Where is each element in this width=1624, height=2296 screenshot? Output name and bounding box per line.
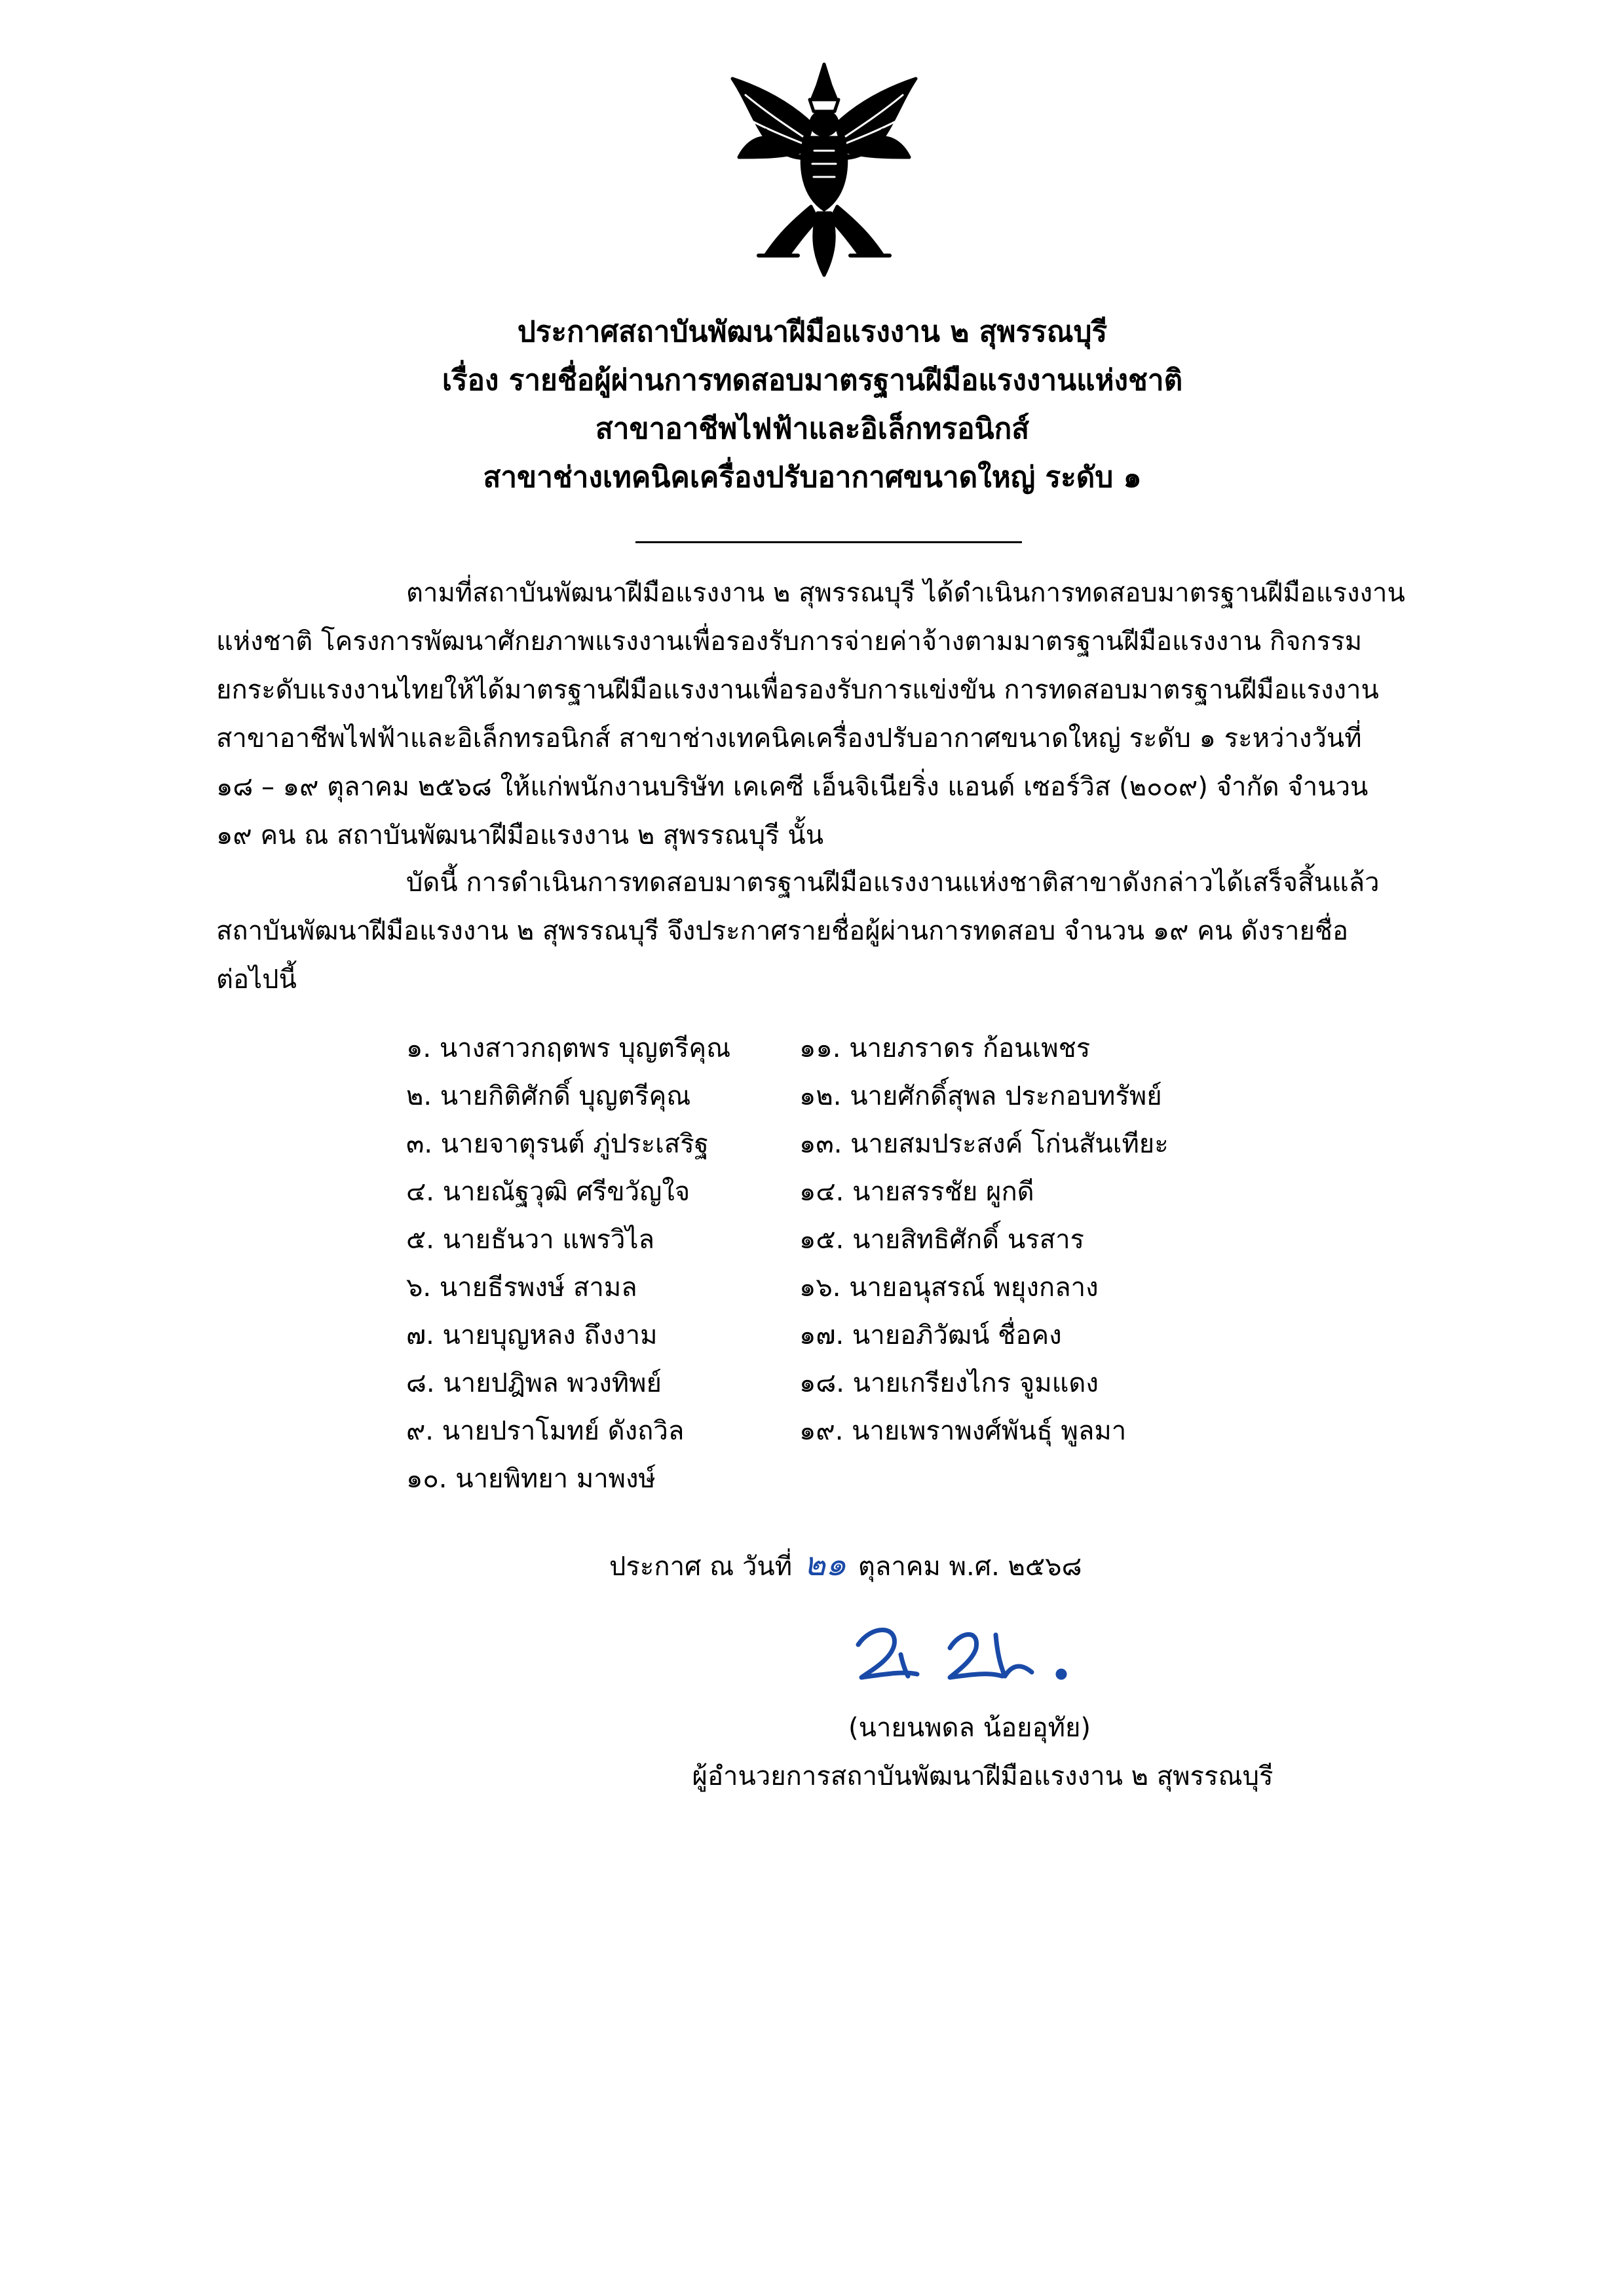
list-item: ๑๓. นายสมประสงค์ โก่นสันเทียะ — [799, 1129, 1169, 1159]
list-item: ๑๖. นายอนุสรณ์ พยุงกลาง — [799, 1272, 1099, 1303]
paragraph-1 — [216, 569, 1461, 860]
paragraph-1-line: สาขาอาชีพไฟฟ้าและอิเล็กทรอนิกส์ สาขาช่างเทคนิคเครื่องปรับอากาศขนาดใหญ่ ระดับ ๑ ระหว่างวันที่ — [216, 723, 1362, 754]
list-item: ๑๐. นายพิทยา มาพงษ์ — [406, 1464, 656, 1494]
list-item: ๙. นายปราโมทย์ ดังถวิล — [406, 1416, 685, 1446]
announcement-title — [223, 308, 1402, 502]
list-item: ๑๒. นายศักดิ์สุพล ประกอบทรัพย์ — [799, 1081, 1162, 1111]
list-item: ๑๔. นายสรรชัย ผูกดี — [799, 1177, 1034, 1207]
title-line-4: สาขาช่างเทคนิคเครื่องปรับอากาศขนาดใหญ่ ระดับ ๑ — [483, 461, 1142, 494]
list-item: ๑๑. นายภราดร ก้อนเพชร — [799, 1033, 1091, 1063]
garuda-emblem-icon — [726, 59, 922, 282]
paragraph-2 — [216, 858, 1461, 1004]
paragraph-2-line: บัดนี้ การดำเนินการทดสอบมาตรฐานฝีมือแรงงานแห่งชาติสาขาดังกล่าวได้เสร็จสิ้นแล้ว — [406, 868, 1380, 898]
list-item: ๑๗. นายอภิวัฒน์ ชื่อคง — [799, 1320, 1062, 1350]
list-item: ๔. นายณัฐวุฒิ ศรีขวัญใจ — [406, 1177, 690, 1207]
paragraph-1-line: ๑๙ คน ณ สถาบันพัฒนาฝีมือแรงงาน ๒ สุพรรณบุรี นั้น — [216, 820, 824, 851]
announcement-date — [609, 1540, 1082, 1591]
name-list-column-1 — [406, 1025, 730, 1503]
list-item: ๘. นายปฎิพล พวงทิพย์ — [406, 1368, 662, 1398]
list-item: ๑๕. นายสิทธิศักดิ์ นรสาร — [799, 1225, 1085, 1255]
list-item: ๑๙. นายเพราพงศ์พันธุ์ พูลมา — [799, 1416, 1127, 1446]
paragraph-2-line: สถาบันพัฒนาฝีมือแรงงาน ๒ สุพรรณบุรี จึงประกาศรายชื่อผู้ผ่านการทดสอบ จำนวน ๑๙ คน ดังรายชื่อ — [216, 916, 1349, 946]
signer-name: (นายนพดล น้อยอุทัย) — [848, 1713, 1091, 1743]
list-item: ๕. นายธันวา แพรวิไล — [406, 1225, 655, 1255]
paragraph-1-line: ยกระดับแรงงานไทยให้ได้มาตรฐานฝีมือแรงงานเพื่อรองรับการแข่งขัน การทดสอบมาตรฐานฝีมือแรงงาน — [216, 675, 1379, 705]
signer-title: ผู้อำนวยการสถาบันพัฒนาฝีมือแรงงาน ๒ สุพรรณบุรี — [692, 1761, 1274, 1791]
list-item: ๒. นายกิติศักดิ์ บุญตรีคุณ — [406, 1081, 691, 1111]
date-prefix: ประกาศ ณ วันที่ — [609, 1552, 793, 1582]
title-line-2: เรื่อง รายชื่อผู้ผ่านการทดสอบมาตรฐานฝีมือแรงงานแห่งชาติ — [442, 364, 1183, 397]
list-item: ๖. นายธีรพงษ์ สามล — [406, 1272, 637, 1303]
paragraph-1-line: แห่งชาติ โครงการพัฒนาศักยภาพแรงงานเพื่อรองรับการจ่ายค่าจ้างตามมาตรฐานฝีมือแรงงาน กิจกรรม — [216, 626, 1363, 657]
handwritten-signature — [845, 1599, 1107, 1704]
date-suffix: ตุลาคม พ.ศ. ๒๕๖๘ — [858, 1552, 1082, 1582]
list-item: ๑. นางสาวกฤตพร บุญตรีคุณ — [406, 1033, 731, 1063]
list-item: ๗. นายบุญหลง ถึงงาม — [406, 1320, 658, 1350]
list-item: ๓. นายจาตุรนต์ ภู่ประเสริฐ — [406, 1129, 709, 1159]
name-list-column-2 — [799, 1025, 1169, 1455]
date-day-handwritten: ๒๑ — [804, 1545, 846, 1583]
title-divider — [635, 541, 1022, 543]
paragraph-1-line: ๑๘ – ๑๙ ตุลาคม ๒๕๖๘ ให้แก่พนักงานบริษัท เคเคซี เอ็นจิเนียริ่ง แอนด์ เซอร์วิส (๒๐๐๙) จำกัด จำนวน — [216, 772, 1369, 802]
title-line-1: ประกาศสถาบันพัฒนาฝีมือแรงงาน ๒ สุพรรณบุรี — [517, 315, 1108, 349]
title-line-3: สาขาอาชีพไฟฟ้าและอิเล็กทรอนิกส์ — [595, 412, 1030, 446]
paragraph-1-line: ตามที่สถาบันพัฒนาฝีมือแรงงาน ๒ สุพรรณบุรี ได้ดำเนินการทดสอบมาตรฐานฝีมือแรงงาน — [406, 578, 1405, 608]
paragraph-2-line: ต่อไปนี้ — [216, 965, 297, 995]
list-item: ๑๘. นายเกรียงไกร จูมแดง — [799, 1368, 1099, 1398]
